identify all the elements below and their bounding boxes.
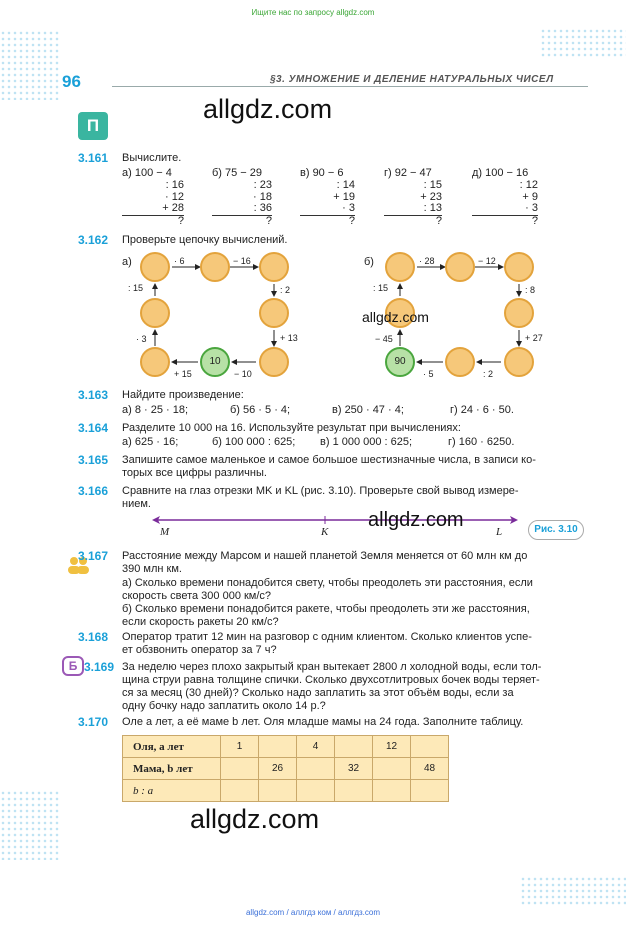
table-cell — [335, 780, 373, 802]
page-number: 96 — [62, 72, 81, 91]
watermark: allgdz.com — [368, 509, 464, 531]
table-cell: 1 — [221, 736, 259, 758]
point-label: K — [321, 526, 329, 538]
problem-text: ся за месяц (30 дней)? Сколько надо заплатить за этот объём воды, если за — [122, 687, 514, 699]
chain-op: − 16 — [233, 256, 251, 266]
chain-node — [259, 298, 289, 328]
chain-op: − 45 — [375, 334, 393, 344]
problem-number: 3.168 — [78, 630, 109, 644]
calc-step: · 18 — [253, 190, 272, 203]
problem-number: 3.162 — [78, 233, 109, 247]
chain-start-node: 90 — [385, 347, 415, 377]
calc-label: б) 75 − 29 — [212, 167, 263, 179]
problem-text: Оле a лет, а её маме b лет. Оля младше мамы на 24 года. Заполните таблицу. — [122, 716, 524, 728]
calc-column — [472, 167, 552, 227]
calc-step: · 12 — [165, 190, 184, 203]
problem-text: скорость света 300 000 км/с? — [122, 590, 272, 602]
problem-item: б) 100 000 : 625; — [212, 436, 296, 448]
calc-column — [300, 167, 380, 227]
chain-node — [385, 252, 415, 282]
calc-result: ? — [531, 214, 538, 227]
row-head: Оля, a лет — [123, 736, 221, 758]
table-cell: 32 — [335, 758, 373, 780]
problem-text: Расстояние между Марсом и нашей планетой Земля меняется от 60 млн км до — [122, 550, 528, 562]
chain-op: : 2 — [483, 369, 494, 379]
table-cell — [335, 736, 373, 758]
chain-op: + 15 — [174, 369, 192, 379]
point-label: L — [496, 526, 503, 538]
chain-op: + 13 — [280, 333, 298, 343]
section-badge: П — [78, 112, 108, 140]
watermark: allgdz.com — [190, 804, 320, 834]
chain-op: : 8 — [525, 285, 536, 295]
problem-text: торых все цифры различны. — [122, 467, 267, 479]
problem-text: если скорость ракеты 20 км/с? — [122, 616, 279, 628]
chain-node — [140, 252, 170, 282]
problem-number: 3.161 — [78, 151, 109, 165]
problem-text: Запишите самое маленькое и самое большое шестизначные числа, в записи ко- — [122, 454, 536, 466]
calc-column — [384, 167, 464, 227]
dot-pattern-top-right — [540, 28, 626, 58]
calc-step: · 3 — [300, 203, 355, 216]
chain-label: б) — [364, 256, 374, 268]
calc-step: · 3 — [472, 203, 538, 216]
calc-step: : 14 — [336, 179, 355, 191]
problem-text: ет обзвонить оператор за 7 ч? — [122, 644, 277, 656]
header-rule — [112, 86, 588, 87]
problem-text: 390 млн км. — [122, 563, 182, 575]
table-cell: 48 — [411, 758, 449, 780]
calc-step: : 36 — [212, 203, 272, 216]
calc-step: : 13 — [384, 203, 442, 216]
chain-op: : 2 — [280, 285, 291, 295]
problem-item: г) 24 · 6 · 50. — [450, 404, 514, 416]
watermark: allgdz.com — [362, 309, 429, 325]
calc-step: : 12 — [519, 179, 538, 191]
column-calcs — [122, 167, 562, 227]
figure-caption: Рис. 3.10 — [528, 520, 584, 540]
table-cell — [297, 780, 335, 802]
problem-item: в) 1 000 000 : 625; — [320, 436, 413, 448]
chain-node — [504, 347, 534, 377]
calc-column — [122, 167, 202, 227]
problem-number: 3.163 — [78, 388, 109, 402]
table-cell — [259, 736, 297, 758]
top-link[interactable]: Ищите нас по запросу allgdz.com — [251, 8, 375, 17]
calc-step: : 23 — [253, 179, 272, 191]
point-label: M — [160, 526, 170, 538]
problem-text: Проверьте цепочку вычислений. — [122, 234, 288, 246]
calc-step: + 19 — [333, 190, 355, 203]
chain-op: · 3 — [136, 334, 147, 344]
chain-node — [259, 252, 289, 282]
row-head: b : a — [123, 780, 221, 802]
chain-op: − 12 — [478, 256, 496, 266]
table-cell: 4 — [297, 736, 335, 758]
calc-step: + 9 — [522, 190, 538, 203]
segments-figure — [150, 512, 520, 532]
chain-node — [200, 252, 230, 282]
chain-label: а) — [122, 256, 132, 268]
calc-label: д) 100 − 16 — [472, 167, 529, 179]
problem-item: г) 160 · 6250. — [448, 436, 515, 448]
table-row — [123, 758, 449, 780]
calc-result: ? — [265, 214, 272, 227]
dot-pattern-bottom-right — [520, 876, 626, 906]
problem-number: 3.169 — [84, 660, 115, 674]
chain-node — [140, 347, 170, 377]
chain-start-node: 10 — [200, 347, 230, 377]
chain-diagram-a — [120, 248, 320, 380]
table-cell — [259, 780, 297, 802]
calc-label: г) 92 − 47 — [384, 167, 432, 179]
table-cell — [373, 780, 411, 802]
problem-text: б) Сколько времени понадобится ракете, чтобы преодолеть эти же расстояния, — [122, 603, 530, 615]
problem-text: а) Сколько времени понадобится свету, чтобы преодолеть эти расстояния, если — [122, 577, 533, 589]
running-head: §3. УМНОЖЕНИЕ И ДЕЛЕНИЕ НАТУРАЛЬНЫХ ЧИСЕЛ — [270, 74, 554, 85]
table-cell — [373, 758, 411, 780]
table-cell — [221, 780, 259, 802]
problem-number: 3.170 — [78, 715, 109, 729]
b-badge-icon: Б — [62, 656, 84, 676]
calc-result: ? — [177, 214, 184, 227]
chain-op: · 6 — [174, 256, 185, 266]
row-head: Мама, b лет — [123, 758, 221, 780]
chain-node — [140, 298, 170, 328]
dot-pattern-top-left — [0, 30, 60, 100]
bottom-links[interactable]: allgdz.com / аллгдз ком / аллгдз.com — [245, 908, 381, 917]
calc-step: : 16 — [165, 179, 184, 191]
calc-result: ? — [348, 214, 355, 227]
calc-result: ? — [435, 214, 442, 227]
problem-item: а) 8 · 25 · 18; — [122, 404, 189, 416]
dot-pattern-bottom-left — [0, 790, 60, 860]
chain-op: : 15 — [128, 283, 144, 293]
problem-number: 3.166 — [78, 484, 109, 498]
problem-text: нием. — [122, 498, 151, 510]
chain-node — [445, 252, 475, 282]
calc-column — [212, 167, 292, 227]
calc-label: в) 90 − 6 — [300, 167, 344, 179]
problem-number: 3.165 — [78, 453, 109, 467]
problem-text: Разделите 10 000 на 16. Используйте результат при вычислениях: — [122, 422, 461, 434]
calc-label: а) 100 − 4 — [122, 167, 172, 179]
table-row — [123, 780, 449, 802]
chain-op: − 10 — [234, 369, 252, 379]
problem-item: б) 56 · 5 · 4; — [230, 404, 291, 416]
chain-op: · 5 — [423, 369, 434, 379]
problem-text: Сравните на глаз отрезки MK и KL (рис. 3.10). Проверьте свой вывод измере- — [122, 485, 519, 497]
table-cell: 26 — [259, 758, 297, 780]
problem-item: а) 625 · 16; — [122, 436, 179, 448]
chain-node — [504, 298, 534, 328]
table-row — [123, 736, 449, 758]
chain-node — [445, 347, 475, 377]
table-cell — [411, 780, 449, 802]
problem-number: 3.167 — [78, 549, 109, 563]
problem-text: Вычислите. — [122, 152, 182, 164]
problem-text: Найдите произведение: — [122, 389, 244, 401]
chain-node — [259, 347, 289, 377]
chain-op: : 15 — [373, 283, 389, 293]
calc-step: + 28 — [122, 203, 184, 216]
table-cell: 12 — [373, 736, 411, 758]
problem-item: в) 250 · 47 · 4; — [332, 404, 404, 416]
calc-step: + 23 — [420, 190, 442, 203]
fill-table — [122, 735, 449, 802]
chain-op: + 27 — [525, 333, 543, 343]
table-cell — [297, 758, 335, 780]
problem-text: щина струи равна толщине спички. Сколько двухсотлитровых бочек воды теряет- — [122, 674, 540, 686]
problem-text: За неделю через плохо закрытый кран вытекает 2800 л холодной воды, если тол- — [122, 661, 542, 673]
calc-step: : 15 — [423, 179, 442, 191]
problem-text: Оператор тратит 12 мин на разговор с одним клиентом. Сколько клиентов успе- — [122, 631, 532, 643]
chain-node — [504, 252, 534, 282]
watermark: allgdz.com — [203, 94, 333, 124]
chain-op: · 28 — [419, 256, 435, 266]
table-cell — [221, 758, 259, 780]
problem-text: одну бочку надо заплатить около 14 р.? — [122, 700, 326, 712]
problem-number: 3.164 — [78, 421, 109, 435]
table-cell — [411, 736, 449, 758]
